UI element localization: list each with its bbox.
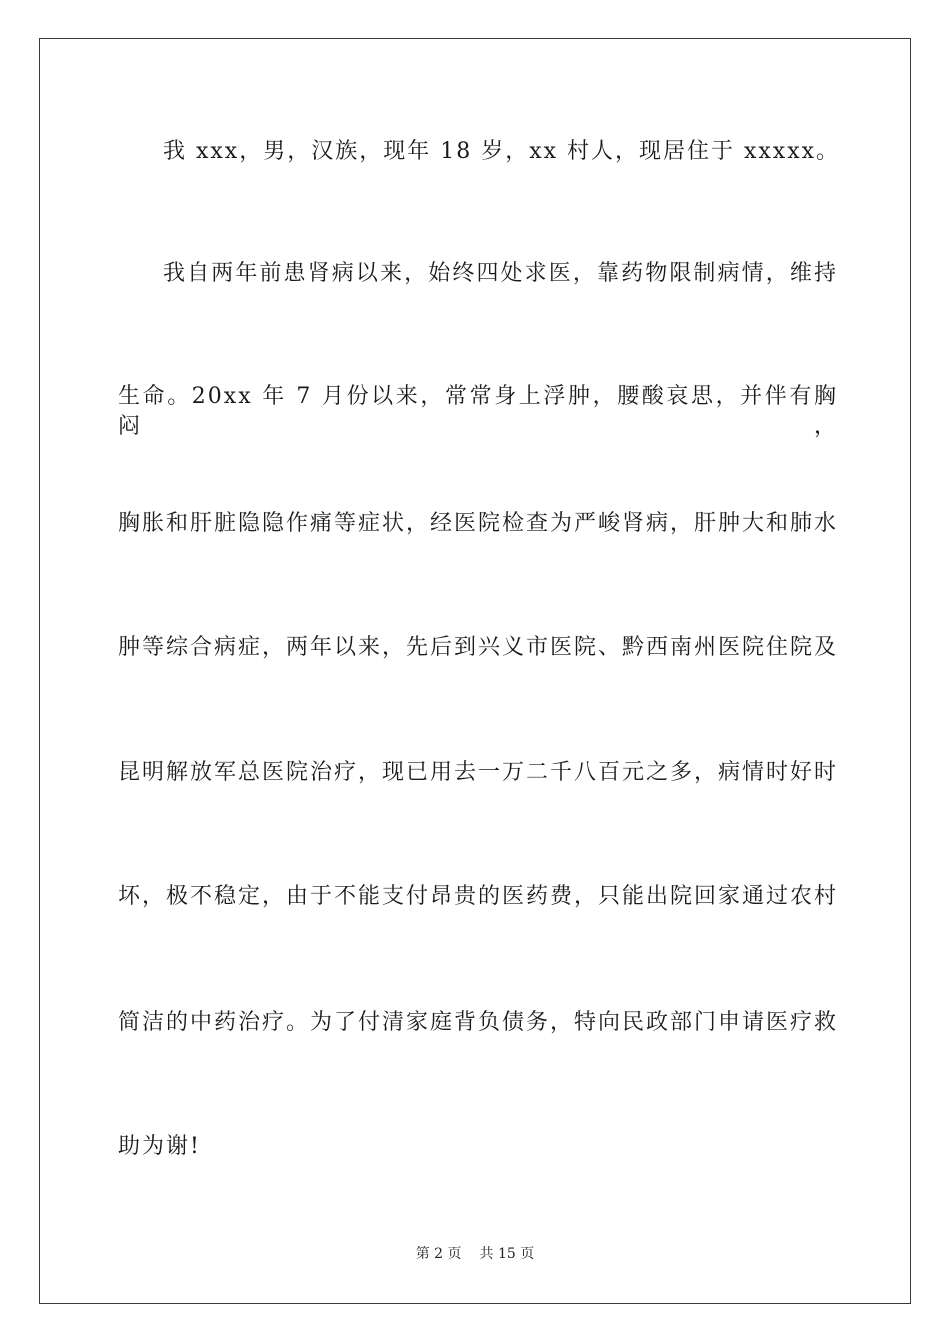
- paragraph-2-line-3: 胸胀和肝脏隐隐作痛等症状，经医院检查为严峻肾病，肝肿大和肺水: [118, 511, 839, 536]
- page-footer: [0, 1244, 950, 1264]
- total-pages: 共 15 页: [479, 1246, 535, 1262]
- paragraph-2-line-2: 生命。20xx 年 7 月份以来，常常身上浮肿，腰酸哀思，并伴有胸闷，: [118, 384, 838, 439]
- paragraph-2-line-7: 简洁的中药治疗。为了付清家庭背负债务，特向民政部门申请医疗救: [118, 1010, 839, 1035]
- page-number: 第 2 页: [415, 1246, 462, 1262]
- paragraph-2-line-8: 助为谢!: [118, 1134, 201, 1159]
- paragraph-2-line-4: 肿等综合病症，两年以来，先后到兴义市医院、黔西南州医院住院及: [118, 635, 839, 660]
- page-border: [39, 38, 911, 1304]
- paragraph-2-line-5: 昆明解放军总医院治疗，现已用去一万二千八百元之多，病情时好时: [118, 760, 839, 785]
- paragraph-1-line-1: 我 xxx，男，汉族，现年 18 岁，xx 村人，现居住于 xxxxx。: [163, 139, 841, 164]
- paragraph-2-line-6: 坏，极不稳定，由于不能支付昂贵的医药费，只能出院回家通过农村: [118, 884, 839, 909]
- paragraph-2-line-1: 我自两年前患肾病以来，始终四处求医，靠药物限制病情，维持: [163, 261, 838, 286]
